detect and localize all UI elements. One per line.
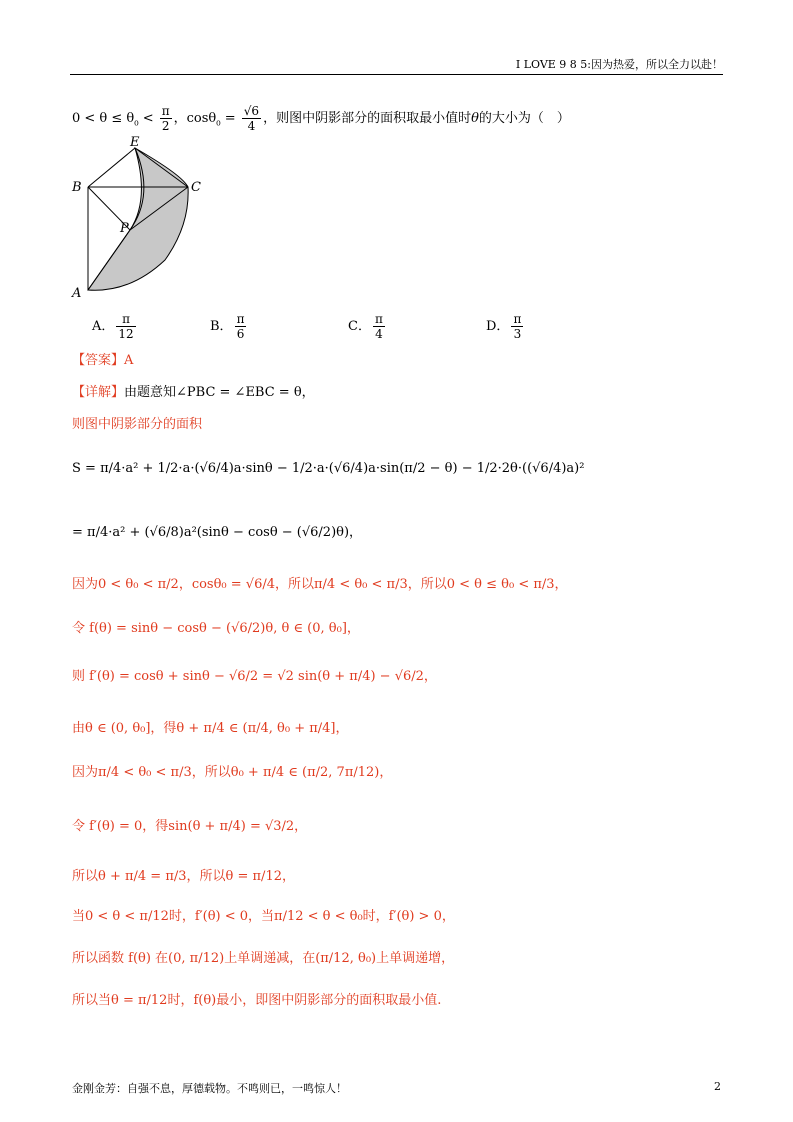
label-E: E [130, 135, 140, 150]
option-b[interactable]: B． $\frac{\pi}{6}$ [210, 312, 245, 341]
detail-line-13: 所以函数 f(θ) 在(0, π/12)上单调递减，在(π/12, θ₀)上单调递增， [72, 951, 455, 966]
option-c[interactable]: C． $\frac{\pi}{4}$ [348, 312, 383, 341]
label-A: A [72, 286, 82, 301]
detail-line-1: 【详解】由题意知∠PBC = ∠EBC = θ， [72, 385, 315, 400]
option-d[interactable]: D． $\frac{\pi}{3}$ [486, 312, 522, 341]
answer-line [72, 350, 133, 372]
segment-BE [88, 148, 135, 187]
page-header [70, 56, 723, 75]
detail-line-5: 因为0 < θ₀ < π/2，cosθ₀ = √6/4，所以π/4 < θ₀ < π/3，所以0 < θ ≤ θ₀ < π/3， [72, 577, 568, 592]
question-intro: $0 < \theta \le \theta_{_0}$ < $\frac{\pi}{2}$ ，cosθ$_{_0}$ = $\frac{√6}{4}$ ，则图中阴影部分的面积取最小值时θ的大小为（ ） [72, 104, 570, 133]
footer-text: 金刚金芳：自强不息，厚德载物。不鸣则已，一鸣惊人！ [72, 1082, 347, 1095]
detail-line-9: 因为π/4 < θ₀ < π/3，所以θ₀ + π/4 ∈ (π/2, 7π/12)， [72, 765, 393, 780]
detail-label: 【详解】 [72, 385, 125, 400]
answer-options [0, 312, 793, 344]
detail-formula-simplified: = π/4·a² + (√6/8)a²(sinθ − cosθ − (√6/2)θ)， [72, 525, 363, 540]
answer-label: 【答案】 [72, 353, 125, 368]
answer-value: A [124, 353, 134, 368]
detail-line-10: 令 f′(θ) = 0，得sin(θ + π/4) = √3/2， [72, 819, 308, 834]
label-P: P [120, 221, 129, 236]
fraction: $\frac{\pi}{2}$ [161, 104, 170, 133]
geometry-figure [70, 135, 210, 305]
page-number: 2 [714, 1080, 721, 1093]
detail-line-7: 则 f′(θ) = cosθ + sinθ − √6/2 = √2 sin(θ + π/4) − √6/2， [72, 669, 437, 684]
detail-formula-s: S = π/4·a² + 1/2·a·(√6/4)a·sinθ − 1/2·a·(√6/4)a·sin(π/2 − θ) − 1/2·2θ·((√6/4)a)² [72, 461, 585, 476]
option-a[interactable]: A． $\frac{\pi}{12}$ [92, 312, 134, 341]
page-footer [72, 1080, 721, 1096]
detail-line-14: 所以当θ = π/12时，f(θ)最小，即图中阴影部分的面积取最小值. [72, 993, 442, 1008]
header-text: I LOVE 9 8 5:因为热爱，所以全力以赴！ [515, 58, 723, 71]
fraction: $\frac{√6}{4}$ [243, 104, 260, 133]
detail-line-11: 所以θ + π/4 = π/3，所以θ = π/12， [72, 869, 295, 884]
detail-line-8: 由θ ∈ (0, θ₀]，得θ + π/4 ∈ (π/4, θ₀ + π/4]， [72, 721, 349, 736]
detail-line-12: 当0 < θ < π/12时，f′(θ) < 0，当π/12 < θ < θ₀时，f′(θ) > 0， [72, 909, 455, 924]
label-C: C [191, 180, 201, 195]
detail-line-6: 令 f(θ) = sinθ − cosθ − (√6/2)θ, θ ∈ (0, θ₀]， [72, 621, 360, 636]
detail-line-2: 则图中阴影部分的面积 [72, 417, 203, 432]
label-B: B [72, 180, 82, 195]
